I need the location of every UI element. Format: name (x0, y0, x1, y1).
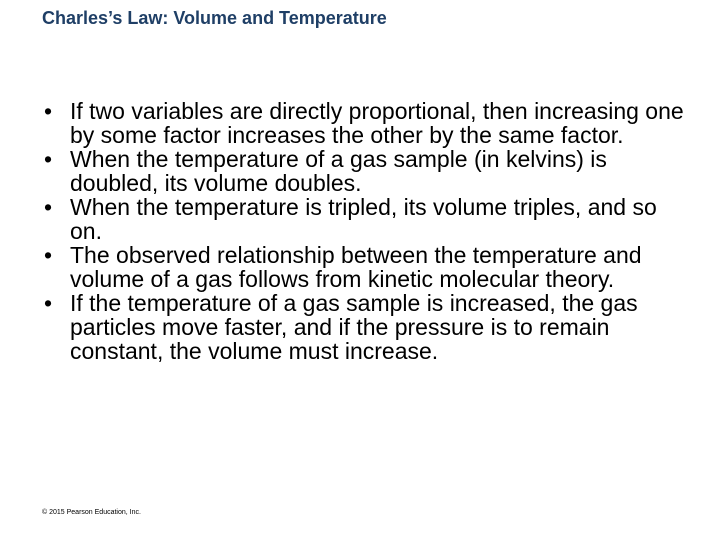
bullet-item (44, 195, 684, 243)
bullet-item (44, 99, 684, 147)
bullet-marker: • (44, 98, 53, 124)
bullet-text: When the temperature of a gas sample (in kelvins) is doubled, its volume doubles. (70, 146, 607, 196)
bullet-text: If the temperature of a gas sample is increased, the gas particles move faster, and if the pressure is to remain constant, the volume must increase. (70, 290, 638, 364)
bullet-marker: • (44, 146, 53, 172)
slide-title: Charles’s Law: Volume and Temperature (42, 8, 387, 28)
bullet-marker: • (44, 194, 53, 220)
bullet-text: The observed relationship between the temperature and volume of a gas follows from kinetic molecular theory. (70, 242, 642, 292)
bullet-text: If two variables are directly proportional, then increasing one by some factor increases the other by the same factor. (70, 98, 684, 148)
bullet-item (44, 147, 684, 195)
bullet-marker: • (44, 290, 53, 316)
bullet-item (44, 243, 684, 291)
copyright-footer: © 2015 Pearson Education, Inc. (42, 509, 141, 516)
bullet-marker: • (44, 242, 53, 268)
bullet-list (44, 99, 684, 363)
bullet-item (44, 291, 684, 363)
bullet-text: When the temperature is tripled, its volume triples, and so on. (70, 194, 657, 244)
